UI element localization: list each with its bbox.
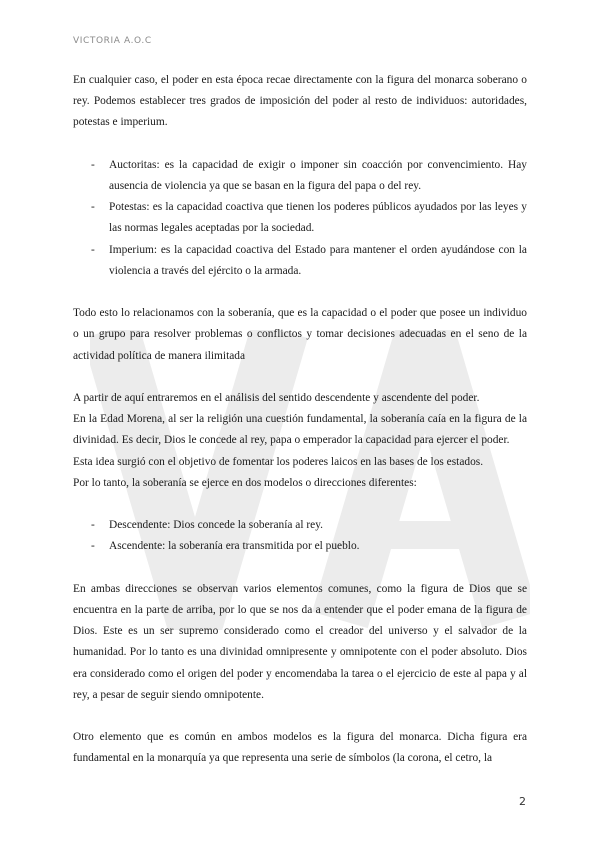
list-item-potestas xyxy=(73,197,527,239)
paragraph-poder-monarca: En cualquier caso, el poder en esta época recae directamente con la figura del monarca soberano o rey. Podemos establecer tres grados de imposición del poder al resto de individuos: autoridades, potestas e imperium. xyxy=(73,74,527,129)
list-item-text: Imperium: es la capacidad coactiva del Estado para mantener el orden ayudándose con la violencia a través del ejército o la armada. xyxy=(109,243,527,277)
paragraph-poderes-laicos: Esta idea surgió con el objetivo de fomentar los poderes laicos en las bases de los estados. xyxy=(73,455,484,468)
paragraph-edad-media: En la Edad Morena, al ser la religión una cuestión fundamental, la soberanía caía en la figura de la divinidad. Es decir, Dios le concede al rey, papa o emperador la capacidad para ejercer el poder. xyxy=(73,413,527,447)
list-item-text: Ascendente: la soberanía era transmitida por el pueblo. xyxy=(109,540,360,553)
list-item-text: Auctoritas: es la capacidad de exigir o imponer sin coacción por convencimiento. Hay ausencia de violencia ya que se basan en la figura del papa o del rey. xyxy=(109,158,527,192)
list-item-text: Descendente: Dios concede la soberanía al rey. xyxy=(109,519,324,532)
list-dash-marker: - xyxy=(91,519,95,532)
paragraph-modelos-soberania: Por lo tanto, la soberanía se ejerce en dos modelos o direcciones diferentes: xyxy=(73,476,417,489)
paragraph-figura-monarca: Otro elemento que es común en ambos modelos es la figura del monarca. Dicha figura era fundamental en la monarquía ya que representa una serie de símbolos (la corona, el cetro, la xyxy=(73,731,527,765)
page-number: 2 xyxy=(519,795,526,808)
list-grados-poder xyxy=(73,155,527,282)
list-item-auctoritas xyxy=(73,155,527,197)
list-dash-marker: - xyxy=(91,158,95,171)
list-item-imperium xyxy=(73,240,527,282)
list-dash-marker: - xyxy=(91,243,95,256)
paragraph-analisis-sentido: A partir de aquí entraremos en el análisis del sentido descendente y ascendente del poder. xyxy=(73,392,480,404)
page-header-author: VICTORIA A.O.C xyxy=(73,36,152,46)
list-item-text: Potestas: es la capacidad coactiva que tienen los poderes públicos ayudados por las leyes y las normas legales aceptadas por la sociedad. xyxy=(109,201,527,235)
list-dash-marker: - xyxy=(91,540,95,553)
paragraph-soberania: Todo esto lo relacionamos con la soberanía, que es la capacidad o el poder que posee un individuo o un grupo para resolver problemas o conflictos y tomar decisiones adecuadas en el seno de la actividad política de manera ilimitada xyxy=(73,307,527,362)
list-modelos-direcciones xyxy=(73,515,527,557)
list-item-descendente xyxy=(73,515,527,536)
paragraph-elementos-comunes: En ambas direcciones se observan varios elementos comunes, como la figura de Dios que se encuentra en la parte de arriba, por lo que se nos da a entender que el poder emana de la figura de Dios. Este es un ser supremo considerado como el creador del universo y el salvador de la humanidad. Por lo tanto es una divinidad omnipresente y omnipotente con el poder absoluto. Dios era considerado como el origen del poder y encomendaba la tarea o el ejercicio de este al papa y al rey, a pesar de seguir siendo omnipotente. xyxy=(73,582,527,701)
list-item-ascendente xyxy=(73,536,527,557)
list-dash-marker: - xyxy=(91,201,95,214)
document-body xyxy=(73,70,527,770)
